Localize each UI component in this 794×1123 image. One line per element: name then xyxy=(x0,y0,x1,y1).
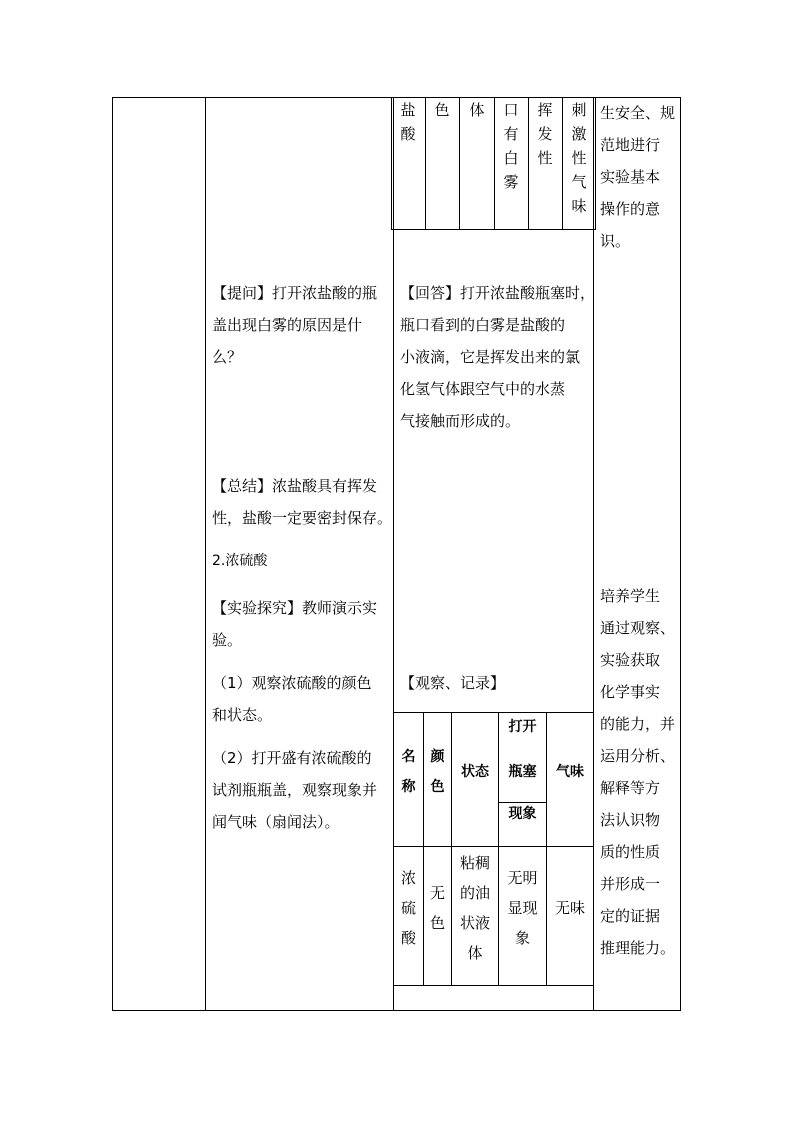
bt-row-smell: 无味 xyxy=(554,899,585,917)
section-title: 2.浓硫酸 xyxy=(212,553,268,569)
bt-row-name: 浓 硫 酸 xyxy=(400,869,416,947)
goal-text-1: 生安全、规 范地进行 实验基本 操作的意 识。 xyxy=(600,104,676,250)
bt-header-state: 状态 xyxy=(461,764,489,780)
top-table-bottom xyxy=(391,229,596,230)
teacher-question: 【提问】打开浓盐酸的瓶 盖出现白雾的原因是什 么？ xyxy=(212,284,378,366)
top-table-v3 xyxy=(494,97,495,230)
top-cell-smell: 刺 激 性 气 味 xyxy=(571,101,587,215)
top-cell-volatility: 挥 发 性 xyxy=(537,101,553,167)
top-table-v4 xyxy=(528,97,529,230)
top-cell-state: 体 xyxy=(469,101,485,119)
bt-row-state: 粘稠 的油 状液 体 xyxy=(459,854,490,962)
student-observe: 【观察、记录】 xyxy=(400,674,506,692)
top-cell-color: 色 xyxy=(434,101,450,119)
bt-row-open: 无明 显现 象 xyxy=(507,869,538,947)
outer-bottom-border xyxy=(112,1010,681,1011)
teacher-experiment: 【实验探究】教师演示实 验。 xyxy=(212,599,378,649)
bt-header-open: 打开 瓶塞 现象 xyxy=(508,719,537,822)
bt-header-name: 名 称 xyxy=(401,749,416,795)
col-divider-3 xyxy=(593,97,594,1011)
col-divider-1 xyxy=(205,97,206,1011)
top-table-left xyxy=(391,97,392,230)
top-table-v1 xyxy=(425,97,426,230)
top-table-right xyxy=(595,97,596,230)
bt-header-color: 颜 色 xyxy=(430,749,445,795)
top-table-v5 xyxy=(562,97,563,230)
outer-left-border xyxy=(112,97,113,1011)
top-table-v2 xyxy=(459,97,460,230)
teacher-step-1: （1）观察浓硫酸的颜色 和状态。 xyxy=(212,674,372,724)
teacher-summary: 【总结】浓盐酸具有挥发 性，盐酸一定要密封保存。 xyxy=(212,477,393,527)
top-cell-name: 盐 酸 xyxy=(400,101,416,143)
student-answer: 【回答】打开浓盐酸瓶塞时， 瓶口看到的白雾是盐酸的 小液滴，它是挥发出来的氯 化氢气体跟空气中的水蒸 气接触而形成的。 xyxy=(400,284,596,430)
outer-right-border xyxy=(680,97,681,1011)
goal-text-2: 培养学生 通过观察、 实验获取 化学事实 的能力，并 运用分析、 解释等方 法认识物 质的性质 并形成一 定的证据 推理能力。 xyxy=(600,587,676,957)
teacher-step-2: （2）打开盛有浓硫酸的 试剂瓶瓶盖，观察现象并 闻气味（扇闻法）。 xyxy=(212,749,378,831)
bt-header-smell: 气味 xyxy=(556,764,584,780)
bt-row-color: 无 色 xyxy=(429,884,445,932)
bt-v4 xyxy=(546,712,547,986)
top-cell-open: 口 有 白 雾 xyxy=(503,101,519,191)
